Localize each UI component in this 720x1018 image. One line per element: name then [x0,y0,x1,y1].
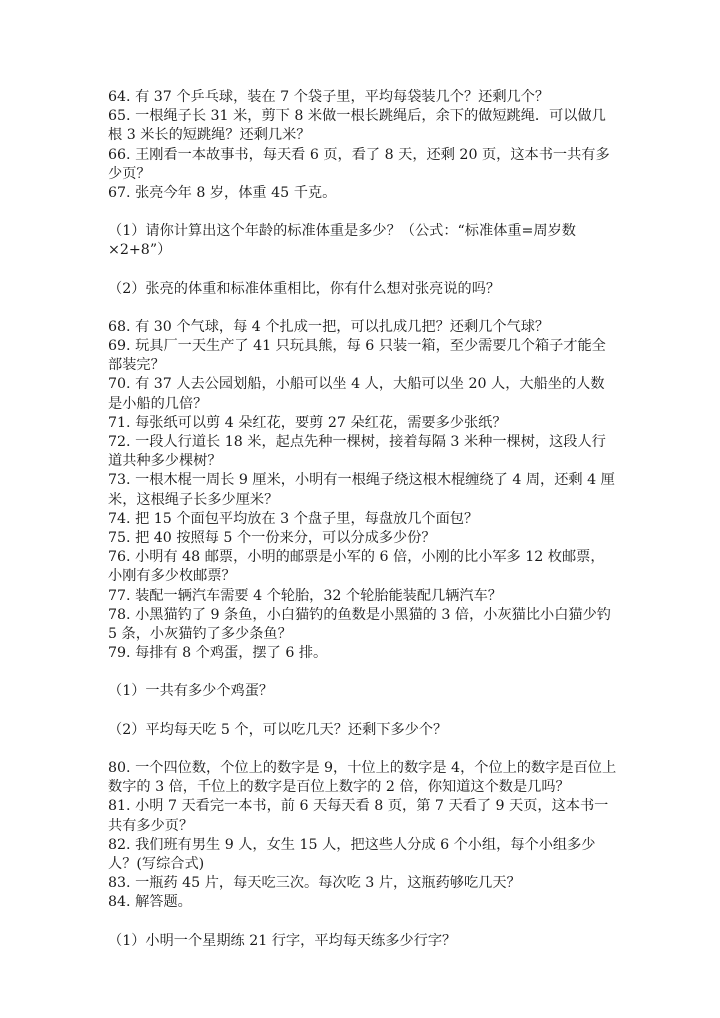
problem-67-part-1: （1）请你计算出这个年龄的标准体重是多少？（公式：“标准体重=周岁数×2+8”） [108,223,576,259]
problem-79-part-2: （2）平均每天吃 5 个，可以吃几天？还剩下多少个？ [108,721,448,738]
problem-64: 64. 有 37 个乒乓球，装在 7 个袋子里，平均每袋装几个？还剩几个？ [108,89,550,105]
problem-70: 70. 有 37 人去公园划船，小船可以坐 4 人，大船可以坐 20 人，大船坐的人数是小船的几倍？ [108,376,605,412]
problem-72: 72. 一段人行道长 18 米，起点先种一棵树，接着每隔 3 米种一棵树，这段人行道共种多少棵树？ [108,434,606,470]
problem-67-part-2: （2）张亮的体重和标准体重相比，你有什么想对张亮说的吗？ [108,280,501,297]
problem-79-part-1: （1）一共有多少个鸡蛋？ [108,683,274,700]
problem-78: 78. 小黑猫钓了 9 条鱼，小白猫钓的鱼数是小黑猫的 3 倍，小灰猫比小白猫少钓 5 条，小灰猫钓了多少条鱼？ [108,606,611,643]
problem-79: 79. 每排有 8 个鸡蛋，摆了 6 排。 [108,645,328,662]
problem-84-part-1: （1）小明一个星期练 21 行字，平均每天练多少行字？ [108,932,457,949]
problem-73: 73. 一根木棍一周长 9 厘米，小明有一根绳子绕这根木棍缠绕了 4 周，还剩 4 厘米，这根绳子长多少厘米？ [108,472,615,508]
problem-65: 65. 一根绳子长 31 米，剪下 8 米做一根长跳绳后，余下的做短跳绳．可以做几根 3 米长的短跳绳？还剩几米？ [108,108,606,144]
problem-69: 69. 玩具厂一天生产了 41 只玩具熊，每 6 只装一箱，至少需要几个箱子才能全部装完？ [108,338,606,374]
problem-76: 76. 小明有 48 邮票，小明的邮票是小军的 6 倍，小刚的比小军多 12 枚邮票，小刚有多少枚邮票？ [108,549,605,585]
problem-67: 67. 张亮今年 8 岁，体重 45 千克。 [108,185,337,202]
problem-list [108,88,618,951]
problem-83: 83. 一瓶药 45 片，每天吃三次。每次吃 3 片，这瓶药够吃几天？ [108,875,521,892]
problem-82: 82. 我们班有男生 9 人，女生 15 人，把这些人分成 6 个小组，每个小组多少人？(写综合式) [108,836,596,872]
problem-75: 75. 把 40 按照每 5 个一份来分，可以分成多少份？ [108,530,436,547]
problem-66: 66. 王刚看一本故事书，每天看 6 页，看了 8 天，还剩 20 页，这本书一共有多少页？ [108,146,610,182]
problem-81: 81. 小明 7 天看完一本书，前 6 天每天看 8 页，第 7 天看了 9 天页，这本书一共有多少页？ [108,798,609,834]
problem-71: 71. 每张纸可以剪 4 朵红花，要剪 27 朵红花，需要多少张纸？ [108,414,507,431]
problem-68: 68. 有 30 个气球，每 4 个扎成一把，可以扎成几把？还剩几个气球？ [108,318,550,335]
problem-84: 84. 解答题。 [108,894,192,911]
problem-80: 80. 一个四位数，个位上的数字是 9，十位上的数字是 4，个位上的数字是百位上数字的 3 倍，千位上的数字是百位上数字的 2 倍，你知道这个数是几吗？ [108,759,617,796]
problem-77: 77. 装配一辆汽车需要 4 个轮胎，32 个轮胎能装配几辆汽车？ [108,587,502,604]
problem-74: 74. 把 15 个面包平均放在 3 个盘子里，每盘放几个面包？ [108,510,479,527]
